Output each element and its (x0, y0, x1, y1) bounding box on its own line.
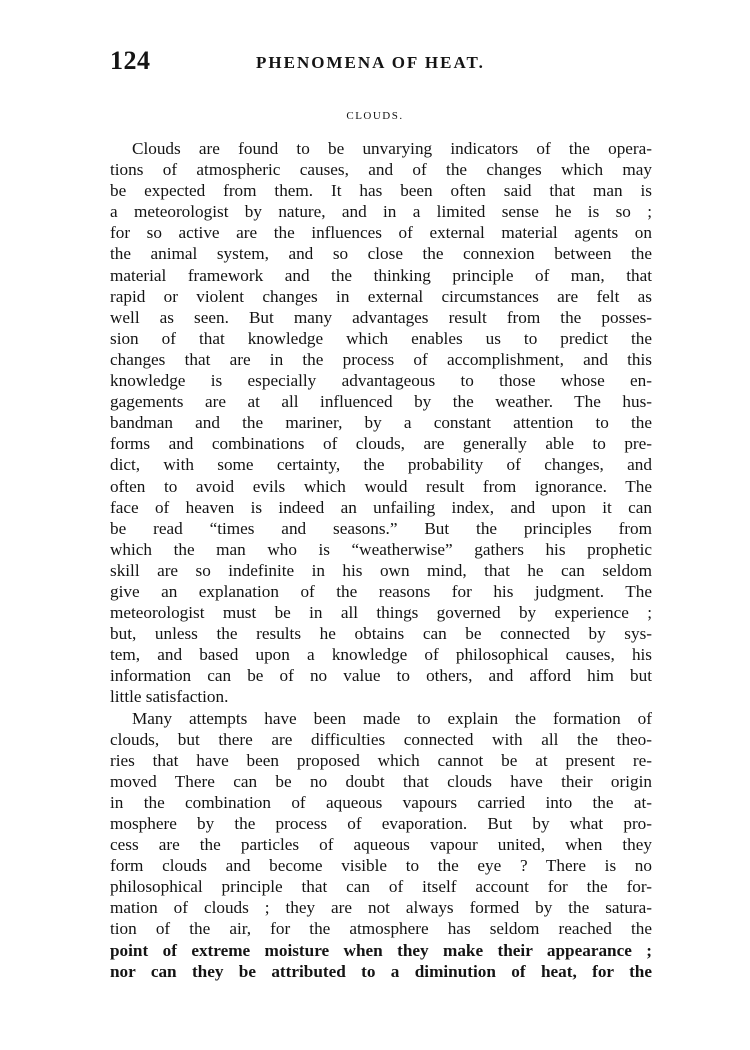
text-line: often to avoid evils which would result from ignorance. The (110, 476, 652, 496)
text-line: tem, and based upon a knowledge of philosophical causes, his (110, 645, 652, 665)
text-line: mosphere by the process of evaporation. But by what pro- (110, 814, 652, 833)
text-line: nor can they be attributed to a diminution of heat, for the (110, 961, 652, 981)
text-line: rapid or violent changes in external circumstances are felt as (110, 286, 652, 306)
section-heading: CLOUDS. (346, 110, 404, 122)
text-line: give an explanation of the reasons for his judgment. The (110, 581, 652, 601)
text-line: the animal system, and so close the connexion between the (110, 244, 652, 264)
text-line: in the combination of aqueous vapours carried into the at- (110, 792, 652, 812)
text-line: bandman and the mariner, by a constant attention to the (110, 413, 652, 433)
text-line: for so active are the influences of external material agents on (110, 223, 652, 243)
paragraph-1 (110, 138, 652, 708)
text-line: dict, with some certainty, the probability of changes, and (110, 455, 652, 475)
running-head (110, 46, 650, 82)
text-line: face of heaven is indeed an unfailing index, and upon it can (110, 497, 652, 517)
text-line: tions of atmospheric causes, and of the changes which may (110, 160, 652, 180)
text-line: gagements are at all influenced by the weather. The hus- (110, 392, 652, 412)
text-line: which the man who is “weatherwise” gathers his prophetic (110, 539, 652, 559)
text-line: point of extreme moisture when they make their appearance ; (110, 940, 652, 960)
body-text (110, 138, 652, 982)
text-line: Clouds are found to be unvarying indicators of the opera- (132, 139, 652, 158)
text-line: sion of that knowledge which enables us to predict the (110, 328, 652, 348)
text-line: well as seen. But many advantages result from the posses- (110, 307, 652, 327)
text-line: information can be of no value to others, and afford him but (110, 666, 652, 686)
text-line: material framework and the thinking principle of man, that (110, 265, 652, 285)
text-line: tion of the air, for the atmosphere has seldom reached the (110, 919, 652, 939)
running-title: PHENOMENA OF HEAT. (256, 53, 485, 72)
text-line: Many attempts have been made to explain the formation of (132, 708, 652, 728)
text-line: be read “times and seasons.” But the principles from (110, 518, 652, 538)
page-number: 124 (110, 46, 151, 75)
text-line: meteorologist must be in all things governed by experience ; (110, 603, 652, 623)
text-line: little satisfaction. (110, 687, 229, 707)
text-line: changes that are in the process of accomplishment, and this (110, 349, 652, 369)
text-line: form clouds and become visible to the eye ? There is no (110, 856, 652, 876)
text-line: mation of clouds ; they are not always formed by the satura- (110, 898, 652, 918)
text-line: knowledge is especially advantageous to those whose en- (110, 371, 652, 391)
text-line: cess are the particles of aqueous vapour united, when they (110, 835, 652, 855)
text-line: but, unless the results he obtains can be connected by sys- (110, 624, 652, 644)
text-line: forms and combinations of clouds, are generally able to pre- (110, 434, 652, 454)
text-line: philosophical principle that can of itself account for the for- (110, 877, 652, 897)
text-line: skill are so indefinite in his own mind, that he can seldom (110, 560, 652, 580)
text-line: a meteorologist by nature, and in a limited sense he is so ; (110, 202, 652, 222)
text-line: clouds, but there are difficulties connected with all the theo- (110, 729, 652, 749)
text-line: moved There can be no doubt that clouds have their origin (110, 771, 652, 791)
text-line: be expected from them. It has been often said that man is (110, 181, 652, 201)
paragraph-2 (110, 708, 652, 982)
text-line: ries that have been proposed which cannot be at present re- (110, 750, 652, 770)
